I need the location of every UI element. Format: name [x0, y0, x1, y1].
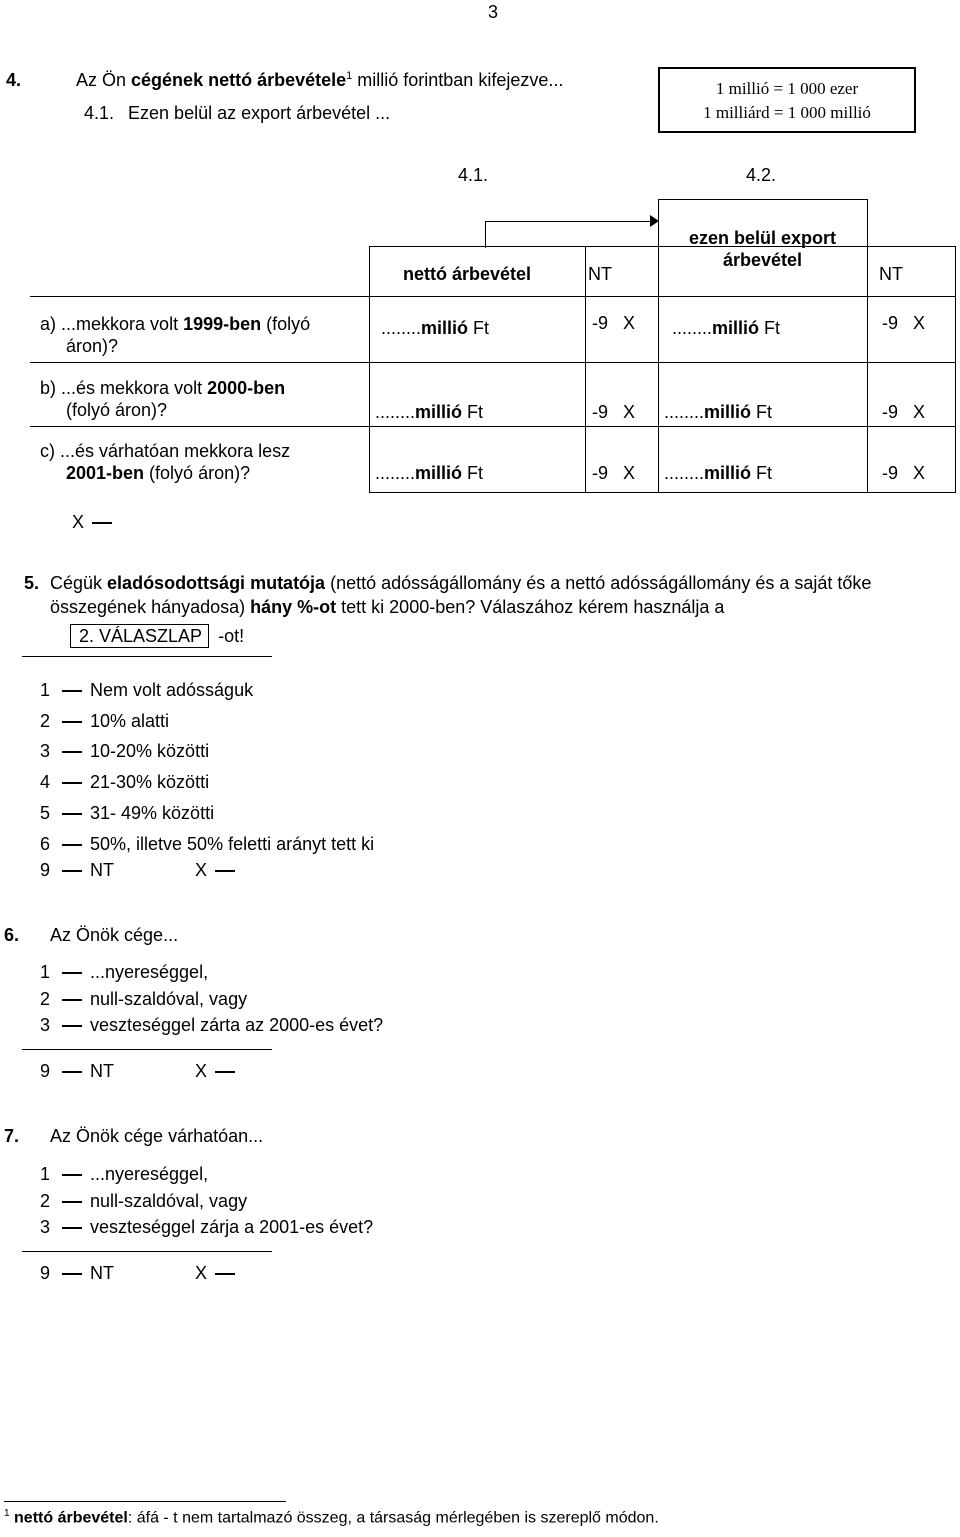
q5-option-5[interactable]: 5 31- 49% közötti	[40, 803, 215, 823]
q7-option-nt[interactable]: 9 NT	[40, 1263, 114, 1283]
header-nt1: NT	[588, 264, 612, 284]
q5-x-skip: X	[195, 860, 243, 881]
row-a-label: a) ...mekkora volt 1999-ben (folyó áron)?	[40, 314, 311, 356]
unit-note-line2: 1 milliárd = 1 000 millió	[703, 103, 871, 122]
row-b-code-nt2[interactable]: -9 X	[882, 402, 926, 422]
page-number: 3	[488, 2, 499, 22]
q5-option-1[interactable]: 1 Nem volt adósságuk	[40, 680, 254, 700]
row-a-code-nt1[interactable]: -9 X	[592, 313, 636, 333]
table-row-line-1	[30, 362, 956, 363]
arrow-connector-top	[485, 221, 650, 222]
row-a-code-nt2[interactable]: -9 X	[882, 313, 926, 333]
header-export: ezen belül export árbevétel	[688, 228, 837, 270]
q4-number: 4.	[6, 70, 22, 90]
row-c-export-cell[interactable]: ........millió Ft	[664, 463, 773, 483]
col-label-42: 4.2.	[746, 165, 777, 185]
header-netto: nettó árbevétel	[403, 264, 532, 284]
table-row-line-0	[30, 296, 956, 297]
q7-text: Az Önök cége várhatóan...	[50, 1126, 264, 1146]
q6-option-2[interactable]: 2 null-szaldóval, vagy	[40, 989, 248, 1009]
table-row-line-2	[30, 426, 956, 427]
q6-option-1[interactable]: 1 ...nyereséggel,	[40, 962, 209, 982]
q7-separator	[22, 1251, 272, 1252]
row-b-code-nt1[interactable]: -9 X	[592, 402, 636, 422]
unit-note-box	[658, 67, 916, 133]
q5-option-nt[interactable]: 9 NT	[40, 860, 114, 880]
q5-option-2[interactable]: 2 10% alatti	[40, 711, 170, 731]
q5-line2: összegének hányadosa) hány %-ot tett ki 2000-ben? Válaszához kérem használja a	[50, 597, 725, 617]
unit-note-line1: 1 millió = 1 000 ezer	[715, 79, 859, 98]
row-c-code-nt2[interactable]: -9 X	[882, 463, 926, 483]
q6-option-3[interactable]: 3 veszteséggel zárta az 2000-es évet?	[40, 1015, 384, 1035]
q5-option-6[interactable]: 6 50%, illetve 50% feletti arányt tett ki	[40, 834, 375, 854]
q7-number: 7.	[4, 1126, 20, 1146]
q6-option-nt[interactable]: 9 NT	[40, 1061, 114, 1081]
q6-text: Az Önök cége...	[50, 925, 179, 945]
table-col-line-1	[585, 246, 586, 493]
q5-card-line: 2. VÁLASZLAP -ot!	[70, 624, 244, 648]
table-col-line-3	[867, 246, 868, 493]
q6-x-skip: X	[195, 1061, 243, 1082]
q5-line1: Cégük eladósodottsági mutatója (nettó adósságállomány és a nettó adósságállomány és a saját tőke	[50, 573, 872, 593]
answer-card-box: 2. VÁLASZLAP	[70, 624, 209, 648]
row-b-netto-cell[interactable]: ........millió Ft	[375, 402, 484, 422]
q5-option-3[interactable]: 3 10-20% közötti	[40, 741, 210, 761]
row-b-export-cell[interactable]: ........millió Ft	[664, 402, 773, 422]
row-c-label: c) ...és várhatóan mekkora lesz 2001-ben (folyó áron)?	[40, 441, 291, 483]
q4-sub-text: 4.1. Ezen belül az export árbevétel ...	[84, 103, 391, 123]
row-c-code-nt1[interactable]: -9 X	[592, 463, 636, 483]
row-a-export-cell[interactable]: ........millió Ft	[672, 318, 781, 338]
q7-option-1[interactable]: 1 ...nyereséggel,	[40, 1164, 209, 1184]
q5-number: 5.	[24, 573, 40, 593]
q7-x-skip: X	[195, 1263, 243, 1284]
q4-x-skip: X	[72, 512, 120, 533]
q7-option-3[interactable]: 3 veszteséggel zárja a 2001-es évet?	[40, 1217, 374, 1237]
q5-separator	[22, 656, 272, 657]
col-label-41: 4.1.	[458, 165, 489, 185]
q7-option-2[interactable]: 2 null-szaldóval, vagy	[40, 1191, 248, 1211]
q6-separator	[22, 1049, 272, 1050]
q6-number: 6.	[4, 925, 20, 945]
header-nt2: NT	[879, 264, 903, 284]
q5-option-4[interactable]: 4 21-30% közötti	[40, 772, 210, 792]
footnote-separator	[4, 1501, 286, 1502]
row-b-label: b) ...és mekkora volt 2000-ben (folyó áron)?	[40, 378, 286, 420]
row-c-netto-cell[interactable]: ........millió Ft	[375, 463, 484, 483]
table-col-line-2	[658, 246, 659, 493]
footnote: $^1$ nettó árbevétel: áfá - t nem tartalmazó összeg, a társaság mérlegében is szereplő módon.	[4, 1508, 659, 1527]
row-a-netto-cell[interactable]: ........millió Ft	[381, 318, 490, 338]
q4-text: Az Ön cégének nettó árbevétele$^1$ millió forintban kifejezve...	[76, 70, 564, 90]
arrow-connector-left	[485, 222, 486, 248]
